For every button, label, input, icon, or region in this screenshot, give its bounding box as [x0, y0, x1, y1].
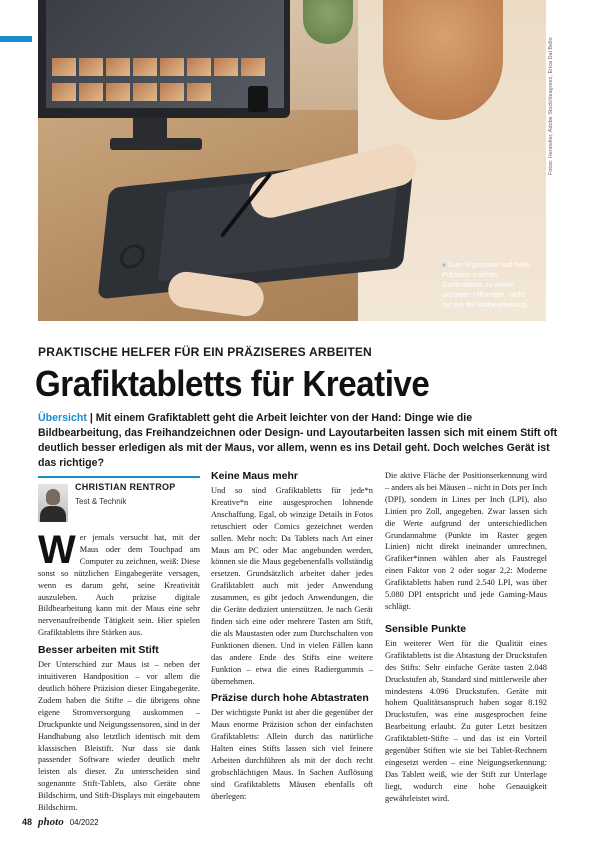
author-role: Test & Technik: [75, 497, 127, 506]
photo-person-hair: [383, 0, 503, 120]
kicker: PRAKTISCHE HELFER FÜR EIN PRÄZISERES ARBEITEN: [38, 345, 372, 359]
dropcap: W: [38, 528, 76, 572]
heading-besser-arbeiten: Besser arbeiten mit Stift: [38, 644, 159, 657]
issue-number: 04/2022: [69, 818, 99, 827]
page-number: 48: [22, 817, 33, 827]
photo-thumbnails: [52, 58, 278, 104]
page-footer: [22, 816, 99, 828]
column-2: [211, 470, 373, 803]
caption-arrow-icon: »: [442, 262, 446, 269]
body-paragraph: Der Unterschied zur Maus ist – neben der intuitiveren Handposition – vor allem die deutlich höhere Präzision dieser Eingabegeräte. Zudem haben die Stifte – die übrigens ohne eigene Stromversorgung auskommen – Druckpunkte und Neigungssensoren, sind in der Handhabung also letztlich identisch mit dem klassischen Bleistift. Nur dass sie dank passender Software wieder deutlich mehr leisten als dieser. Zu unterscheiden sind sogenannte Stift-Tablets, also Geräte ohne Bildschirm, und Stift-Displays mit eingebautem Bildschirm.: [38, 660, 200, 813]
photo-cup: [248, 86, 268, 112]
heading-sensible-punkte: Sensible Punkte: [385, 622, 467, 635]
section-marker: [0, 36, 32, 42]
hero-photo: [38, 0, 546, 321]
author-box: [38, 476, 200, 526]
column-1: [38, 470, 200, 814]
hero-caption: [442, 261, 534, 311]
column-3: [385, 470, 547, 805]
caption-text: Gute Ergonomie und hohe Präzision machen Grafiktabletts zu einem wichtigen Hilfsmittel - nicht nur bei der Bildbearbeitung.: [442, 262, 530, 309]
photo-monitor-stand: [133, 118, 167, 140]
lead-text: Mit einem Grafiktablett geht die Arbeit leichter von der Hand: Dinge wie die Bildbearbeitung, das Freihandzeichnen oder Design- und Layoutarbeiten lassen sich mit einem Stift oft deutlich besser erledigen als mit der Maus, vor allem, wenn es ins Detail geht. Doch welches Gerät ist das richtige?: [38, 412, 558, 469]
body-paragraph: Die aktive Fläche der Positionserkennung wird – anders als bei Mäusen – nicht in Dots per Inch (DPI), sondern in Lines per Inch (LPI), also Linien pro Zoll, angegeben. Zwar lassen sich die Werte aufgrund der unterschiedlichen Grundannahme (Punkte im Raster gegen Linien) nicht direkt ineinander umrechnen, Grafiker*innen wählen aber als Faustregel einen Faktor von 2 oder sogar 2,2: Moderne Grafiktabletts haben rund 2.540 LPI, was über 5.080 DPI entspricht und jede Gaming-Maus schlägt.: [385, 471, 547, 611]
intro-paragraph: [38, 528, 200, 639]
author-name: CHRISTIAN RENTROP: [75, 482, 176, 492]
heading-praezise: Präzise durch hohe Abtastraten: [211, 692, 369, 705]
magazine-logo: photo: [38, 816, 64, 828]
avatar: [38, 484, 68, 522]
lead-separator: |: [89, 412, 93, 424]
photo-credit: Fotos: Hersteller, Adobe Stock/deagreez, Erica Dal Bello: [548, 37, 554, 175]
lead-keyword: Übersicht: [38, 412, 87, 424]
article-title: Grafiktabletts für Kreative: [35, 363, 430, 404]
photo-tablet-ring: [119, 243, 146, 269]
heading-keine-maus: Keine Maus mehr: [211, 470, 298, 482]
body-paragraph: Und so sind Grafiktabletts für jede*n Kreative*n eine ausgesprochen lohnende Anschaffung. Egal, ob winzige Details in Fotos retuschiert oder Comics gezeichnet werden sollen. Mehr noch: Da Tablets nach Art einer Maus am PC oder Mac angebunden werden, können sie die Maus gegebenenfalls vollständig ersetzen. Grundsätzlich arbeitet daher jedes Grafiktablett auch mit jeder Anwendung zusammen, es gibt jedoch Anwendungen, die die Geräte dediziert unterstützen. Je nach Gerät finden sich eine oder mehrere Tasten am Stift, die als Maustasten oder zum Durchschalten von Funktionen dienen. Und in vielen Fällen kann das andere Ende des Stifts eine weitere Funktion – etwa die eines Radiergummis – übernehmen.: [211, 486, 373, 686]
lead-paragraph: [38, 411, 558, 471]
body-paragraph: Ein weiterer Wert für die Qualität eines Grafiktabletts ist die Abtastung der Druckstufen des Stifts: Sehr einfache Geräte tasten 2.048 Druckstufen ab, Standard sind mittlerweile aber mindestens 4.096 Druckstufen. Geräte mit hohem Qualitätsanspruch haben sogar 8.192 Druckstufen, was eine ausgesprochen feine Bearbeitung erlaubt. Zu guter Letzt besitzen Grafiktablett-Stifte – und das ist ein Vorteil gegenüber Stiften wie sie bei Tablet-Rechnern eingesetzt werden – eine Neigungserkennung: Das Tablett weiß, wie der Stift zur Unterlage liegt, wodurch eine hohe Genauigkeit gewährleistet wird.: [385, 638, 547, 803]
body-paragraph: Der wichtigste Punkt ist aber die gegenüber der Maus enorme Präzision schon der einfachsten Grafiktabletts: Allein durch das natürliche Halten eines Stifts lassen sich viel feinere Arbeiten durchführen als mit der doch recht grobschlächtigen Maus. In Sachen Auflösung sind Grafiktabletts Mäusen ebenfalls oft überlegen:: [211, 708, 373, 801]
intro-text: er jemals versucht hat, mit der Maus oder dem Touchpad am Computer zu zeichnen, weiß: Diese sonst so nützlichen Eingabegeräte versagen, wenn es darum geht, seine Kreativität auszuleben. Auch präzise digitale Bildbearbeitung kann mit der Maus eine sehr nervenaufreibende Tätigkeit sein. Hier spielen Grafiktabletts ihre Stärken aus.: [38, 533, 200, 638]
photo-monitor-base: [110, 138, 202, 150]
